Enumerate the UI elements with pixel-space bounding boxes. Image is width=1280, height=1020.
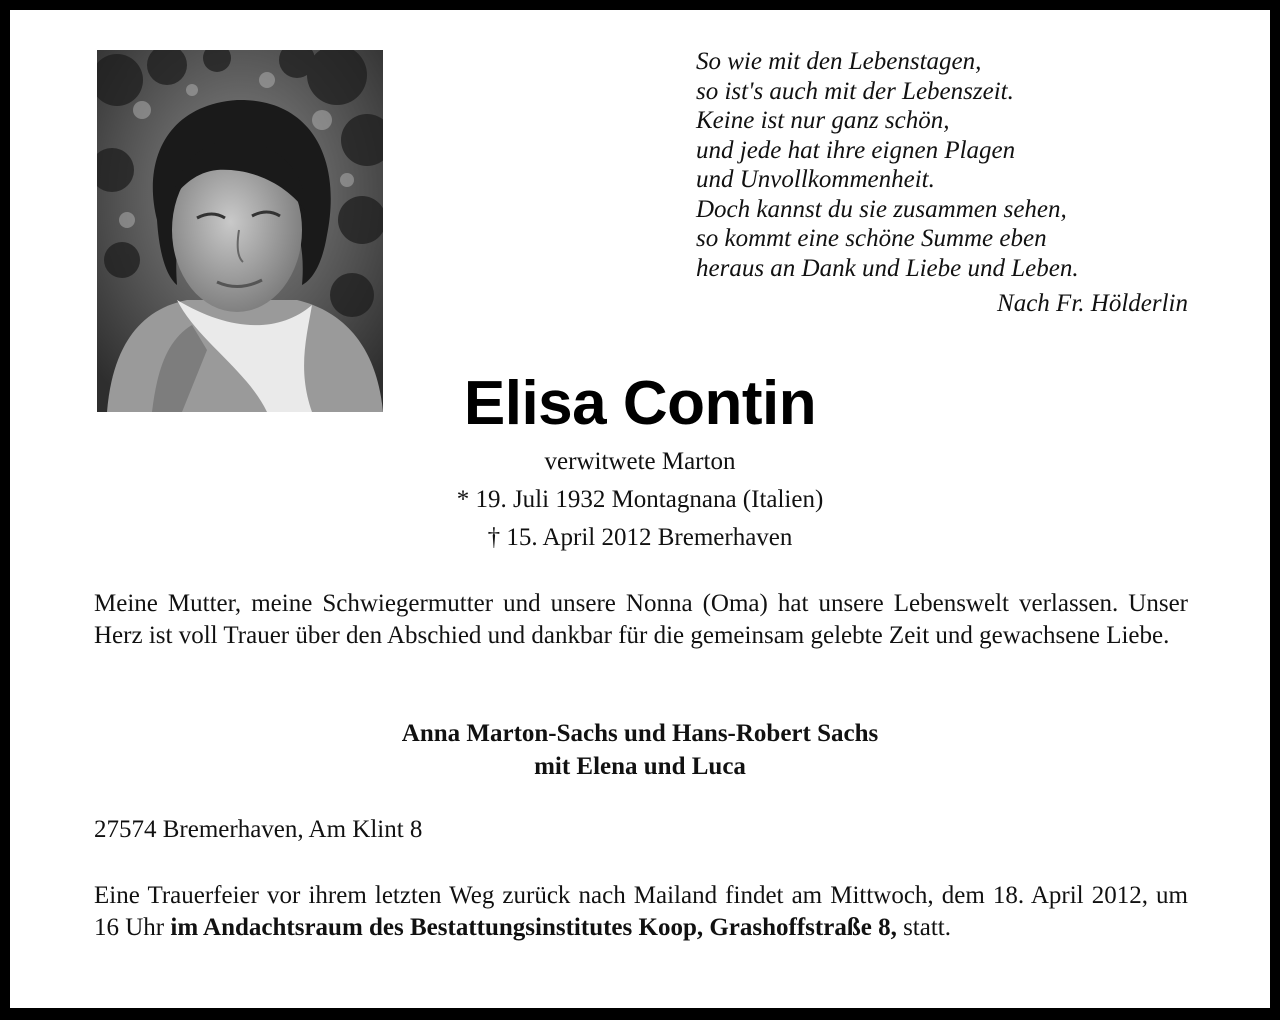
deceased-name: Elisa Contin [463,369,817,438]
poem-line: heraus an Dank und Liebe und Leben. [696,254,1079,282]
poem-line: So wie mit den Lebenstagen, [696,48,982,75]
birth-date: * 19. Juli 1932 Montagnana (Italien) [456,486,824,513]
poem-attribution: Nach Fr. Hölderlin [997,290,1188,317]
poem-line: Keine ist nur ganz schön, [696,107,950,134]
obituary-notice [10,10,1270,1008]
poem-line: und jede hat ihre eignen Plagen [696,136,1016,164]
ceremony-location: im Andachtsraum des Bestattungsinstitutes Koop, Grashoffstraße 8, [170,913,897,941]
signers-line: Anna Marton-Sachs und Hans-Robert Sachs [401,720,879,747]
poem-line: und Unvollkommenheit. [696,166,935,193]
poem-line: so ist's auch mit der Lebenszeit. [696,77,1014,105]
ceremony-info [94,880,1188,943]
maiden-note: verwitwete Marton [544,448,736,475]
poem-line: so kommt eine schöne Summe eben [696,225,1047,252]
portrait-photo [97,50,383,412]
ceremony-text-end: statt. [896,913,951,941]
condolence-message: Meine Mutter, meine Schwiegermutter und unsere Nonna (Oma) hat unsere Lebenswelt verlassen. Unser Herz ist voll Trauer über den Abschied und dankbar für die gemeinsam gelebte Zeit und gewachsene Liebe. [94,590,1188,649]
poem-line: Doch kannst du sie zusammen sehen, [696,195,1067,223]
life-dates [10,446,1270,556]
signers [10,717,1270,783]
poem [696,47,1188,319]
signers-line: mit Elena und Luca [534,753,746,780]
ceremony-text: Eine Trauerfeier vor ihrem letzten Weg zurück nach Mailand findet am Mittwoch, dem 18. April 2012, um 16 Uhr [94,882,1188,941]
family-address: 27574 Bremerhaven, Am Klint 8 [94,816,423,843]
death-date: † 15. April 2012 Bremerhaven [487,524,793,551]
